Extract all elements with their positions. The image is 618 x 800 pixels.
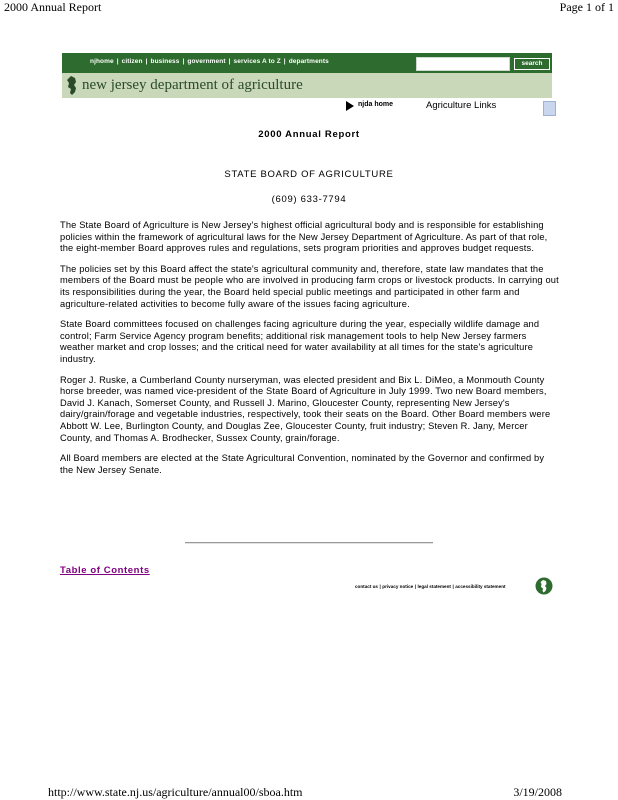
department-title-band: [62, 73, 552, 98]
footer-separator: |: [414, 584, 416, 589]
site-banner: [62, 53, 552, 98]
nav-link-government[interactable]: government: [187, 58, 226, 65]
paragraph: The policies set by this Board affect the state's agricultural community and, therefore, state law mandates that the members of the Board must be people who are involved in producing farm crops or livestock products. In carrying out its responsibilities during the year, the Board held special public meetings and participated in other farm and agriculture-related activities to become fully aware of the issues facing agriculture.: [60, 263, 559, 309]
footer-separator: |: [452, 584, 454, 589]
phone-number: (609) 633-7794: [271, 194, 347, 205]
search-button[interactable]: search: [514, 58, 550, 70]
search-input[interactable]: [416, 57, 510, 71]
page-title: 2000 Annual Report: [258, 129, 360, 140]
horizontal-divider: [185, 542, 433, 544]
nav-link-njhome[interactable]: njhome: [90, 58, 114, 65]
footer-separator: |: [379, 584, 381, 589]
nav-separator: |: [283, 58, 286, 65]
footer-link-accessibility[interactable]: accessibility statement: [455, 584, 506, 589]
arrow-right-icon: [346, 101, 354, 111]
footer-link-contact[interactable]: contact us: [355, 584, 378, 589]
print-footer: [0, 785, 618, 799]
nav-link-services[interactable]: services A to Z: [233, 58, 281, 65]
state-seal-icon: [535, 577, 553, 595]
nav-links: [90, 58, 329, 65]
print-header-title: 2000 Annual Report: [4, 0, 102, 14]
print-header: [0, 0, 618, 14]
table-of-contents-link[interactable]: Table of Contents: [60, 565, 150, 576]
footer-link-privacy[interactable]: privacy notice: [382, 584, 414, 589]
print-footer-url: http://www.state.nj.us/agriculture/annual00/sboa.htm: [48, 785, 303, 799]
paragraph: The State Board of Agriculture is New Jersey's highest official agricultural body and is responsible for establishing policies within the framework of agricultural laws for the New Jersey Department of Agriculture. As part of that role, the eight-member Board approves rules and regulations, sets program priorities and approves budget requests.: [60, 220, 548, 254]
dropdown-toggle[interactable]: [543, 101, 556, 116]
nav-link-business[interactable]: business: [150, 58, 180, 65]
print-footer-date: 3/19/2008: [513, 785, 562, 799]
report-body: [60, 220, 560, 485]
nav-separator: |: [116, 58, 119, 65]
department-name[interactable]: new jersey department of agriculture: [82, 77, 303, 93]
njda-home-link[interactable]: njda home: [358, 101, 394, 108]
print-header-page: Page 1 of 1: [559, 0, 614, 14]
top-navbar: [62, 53, 552, 73]
paragraph: All Board members are elected at the State Agricultural Convention, nominated by the Governor and confirmed by the New Jersey Senate.: [60, 453, 545, 475]
paragraph: Roger J. Ruske, a Cumberland County nurseryman, was elected president and Bix L. DiMeo, a Monmouth County horse breeder, was named vice-president of the State Board of Agriculture in July 1999. Two new Board members, David J. Kanach, Somerset County, and Russell J. Marino, Gloucester County, representing New Jersey's dairy/grain/forage and vegetable industries, respectively, took their seats on the Board. Other Board members were Abbott W. Lee, Burlington County, and Douglas Zee, Gloucester County, fruit industry; Steven R. Jany, Mercer County, and Thomas A. Brodhecker, Sussex County, grain/forage.: [60, 374, 551, 443]
nav-separator: |: [145, 58, 148, 65]
organization-heading: STATE BOARD OF AGRICULTURE: [224, 169, 394, 180]
new-jersey-state-icon: [66, 76, 78, 95]
nav-link-departments[interactable]: departments: [288, 58, 329, 65]
nav-separator: |: [228, 58, 231, 65]
footer-links: [355, 584, 506, 589]
paragraph: State Board committees focused on challenges facing agriculture during the year, especially wildlife damage and control; Farm Service Agency program benefits; additional risk management tools to help New Jersey farmers weather market and crop losses; and the critical need for water availability at all times for the state's agriculture industry.: [60, 319, 540, 364]
nav-separator: |: [182, 58, 185, 65]
nav-link-citizen[interactable]: citizen: [121, 58, 143, 65]
agriculture-links-select[interactable]: Agriculture Links: [426, 100, 497, 111]
footer-link-legal[interactable]: legal statement: [417, 584, 451, 589]
